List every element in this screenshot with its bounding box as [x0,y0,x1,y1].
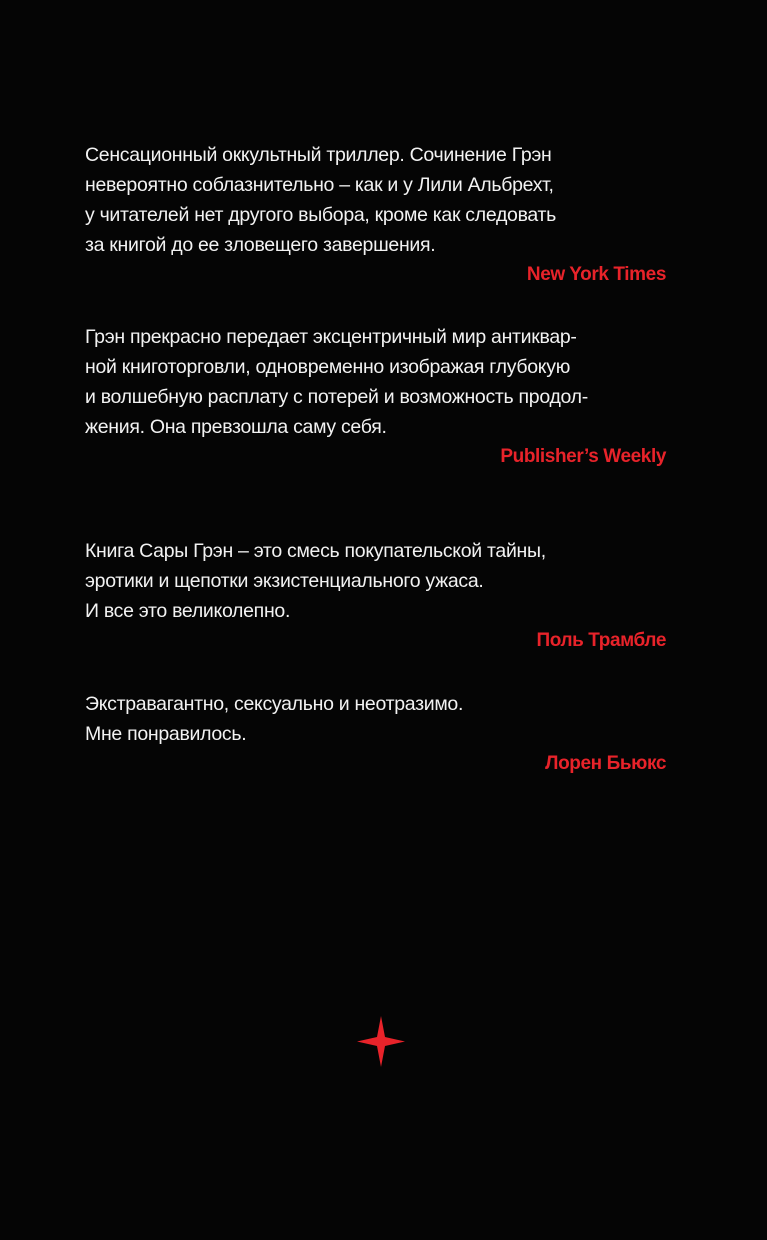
quote-line: невероятно соблазнительно – как и у Лили Альбрехт, [85,174,554,196]
quote-line: Мне понравилось. [85,723,247,745]
quote-line: за книгой до ее зловещего завершения. [85,234,436,256]
review-lauren-beukes [85,689,666,779]
review-source: Publisher’s Weekly [500,446,666,467]
review-source: New York Times [526,264,666,285]
review-new-york-times [85,140,666,290]
review-quote [85,689,666,749]
review-quote [85,322,666,442]
quote-line: эротики и щепотки экзистенциального ужаса. [85,570,484,592]
quote-line: Сенсационный оккультный триллер. Сочинение Грэн [85,144,552,166]
quote-line: у читателей нет другого выбора, кроме как следовать [85,204,557,226]
quote-line: Грэн прекрасно передает эксцентричный мир антиквар- [85,326,577,348]
quote-line: ной книготорговли, одновременно изображая глубокую [85,356,571,378]
review-quote [85,140,666,260]
four-point-star-icon [357,1016,405,1067]
quote-line: и волшебную расплату с потерей и возможность продол- [85,386,588,408]
review-source: Лорен Бьюкс [545,753,666,774]
quote-line: Книга Сары Грэн – это смесь покупательской тайны, [85,540,546,562]
quote-line: И все это великолепно. [85,600,291,622]
review-publishers-weekly [85,322,666,472]
review-quote [85,536,666,626]
quote-line: Экстравагантно, сексуально и неотразимо. [85,693,464,715]
review-source: Поль Трамбле [536,630,666,651]
review-paul-tremblay [85,536,666,656]
quote-line: жения. Она превзошла саму себя. [85,416,387,438]
